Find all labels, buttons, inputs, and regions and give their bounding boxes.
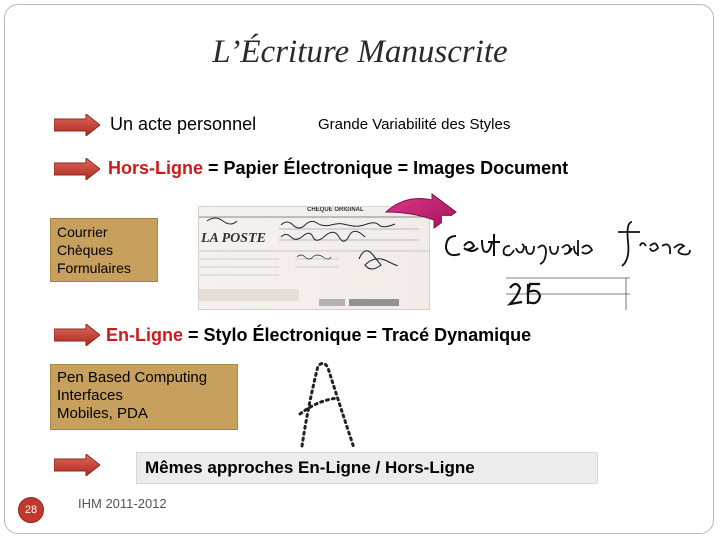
list-item: Formulaires bbox=[57, 260, 131, 276]
dotted-letter-a-drawing bbox=[288, 356, 366, 450]
cheque-header: CHEQUE ORIGINAL bbox=[307, 207, 364, 213]
handwritten-words-image bbox=[442, 216, 696, 268]
offline-definition bbox=[108, 158, 568, 179]
handwriting-drawing bbox=[442, 216, 696, 268]
arrow-right-icon bbox=[54, 114, 100, 136]
style-variability-text: Grande Variabilité des Styles bbox=[318, 116, 511, 133]
online-definition bbox=[106, 325, 531, 346]
amount-drawing bbox=[506, 276, 630, 310]
offline-label: Hors-Ligne bbox=[108, 158, 204, 178]
online-equation: = Stylo Électronique = Tracé Dynamique bbox=[183, 325, 532, 345]
online-letter-sample bbox=[288, 356, 366, 450]
online-examples-box bbox=[50, 364, 238, 430]
list-item: Interfaces bbox=[57, 387, 123, 404]
list-item: Pen Based Computing bbox=[57, 369, 208, 386]
handwritten-amount-image bbox=[506, 276, 630, 310]
approaches-banner: Mêmes approches En-Ligne / Hors-Ligne bbox=[136, 452, 598, 484]
page-number-badge: 28 bbox=[18, 497, 44, 523]
slide-title: L’Écriture Manuscrite bbox=[212, 34, 508, 70]
footer-course: IHM 2011-2012 bbox=[78, 496, 167, 511]
list-item: Courrier bbox=[57, 224, 108, 240]
list-item: Chèques bbox=[57, 242, 114, 258]
arrow-right-icon bbox=[54, 324, 100, 346]
offline-equation: = Papier Électronique = Images Document bbox=[203, 158, 569, 178]
online-label: En-Ligne bbox=[106, 325, 183, 345]
cheque-bank-logo: LA POSTE bbox=[201, 231, 266, 246]
list-item: Mobiles, PDA bbox=[57, 405, 148, 422]
personal-act-text: Un acte personnel bbox=[110, 114, 257, 134]
offline-examples-box bbox=[50, 218, 158, 282]
arrow-right-icon bbox=[54, 454, 100, 476]
arrow-right-icon bbox=[54, 158, 100, 180]
